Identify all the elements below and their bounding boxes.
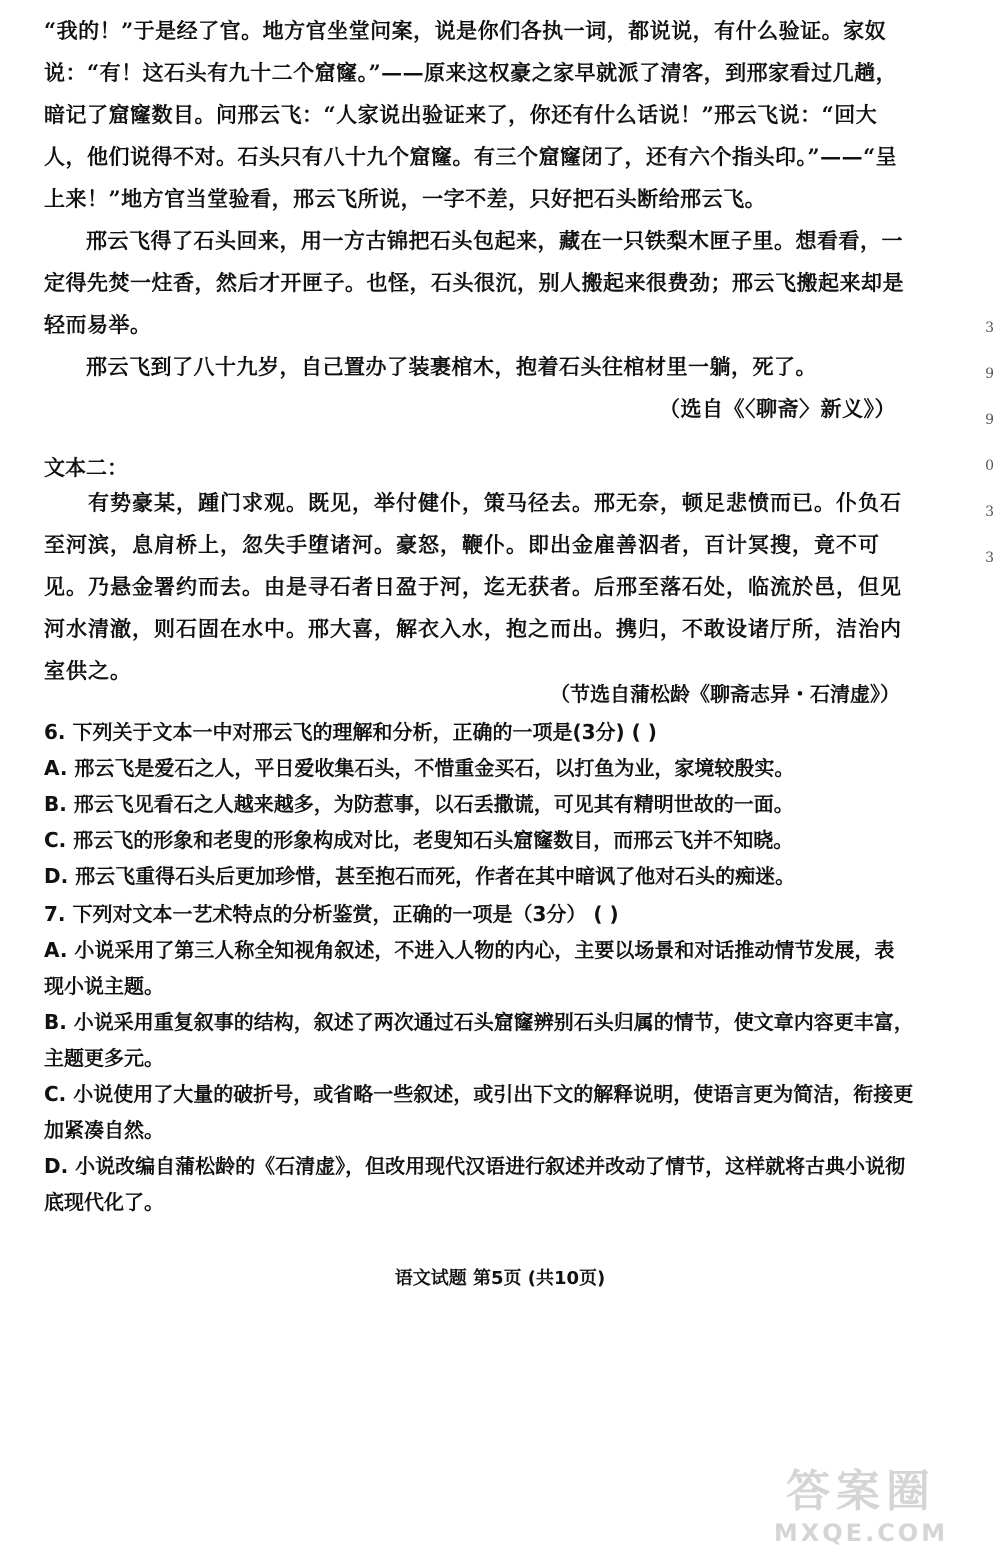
watermark-main: 答案圈: [786, 1466, 936, 1517]
watermark-logo: [736, 1466, 986, 1556]
text-two-source: （节选自蒲松龄《聊斋志异・石清虚》）: [550, 682, 900, 706]
watermark-sub: MXQE.COM: [773, 1519, 949, 1547]
text-two: [44, 482, 910, 692]
question-7-option-b: B. 小说采用重复叙事的结构，叙述了两次通过石头窟窿辨别石头归属的情节，使文章内容更丰富，主题更多元。: [44, 1010, 914, 1070]
question-7-option-d: D. 小说改编自蒲松龄的《石清虚》，但改用现代汉语进行叙述并改动了情节，这样就将古典小说彻底现代化了。: [44, 1154, 906, 1214]
question-7-option-c: C. 小说使用了大量的破折号，或省略一些叙述，或引出下文的解释说明，使语言更为简洁，衔接更加紧凑自然。: [44, 1082, 914, 1142]
question-6-stem: 6. 下列关于文本一中对邢云飞的理解和分析，正确的一项是(3分) ( ): [44, 720, 657, 744]
question-6-option-b: B. 邢云飞见看石之人越来越多，为防惹事，以石丢撒谎，可见其有精明世故的一面。: [44, 792, 794, 816]
question-6-option-c: C. 邢云飞的形象和老叟的形象构成对比，老叟知石头窟窿数目，而邢云飞并不知晓。: [44, 828, 794, 852]
edge-marks: [985, 305, 994, 581]
edge-mark: 3: [985, 504, 994, 520]
text-two-paragraph: 有势豪某，踵门求观。既见，举付健仆，策马径去。邢无奈，顿足悲愤而已。仆负石至河滨，息肩桥上，忽失手堕诸河。豪怒，鞭仆。即出金雇善泅者，百计冥搜，竟不可见。乃悬金署约而去。由是寻石者日盈于河，迄无获者。后邢至落石处，临流於邑，但见河水清澈，则石固在水中。邢大喜，解衣入水，抱之而出。携归，不敢设诸厅所，洁治内室供之。: [44, 490, 902, 683]
text-one: [44, 10, 914, 430]
edge-mark: 3: [985, 320, 994, 336]
edge-mark: 9: [985, 412, 994, 428]
question-6-option-d: D. 邢云飞重得石头后更加珍惜，甚至抱石而死，作者在其中暗讽了他对石头的痴迷。: [44, 864, 796, 888]
questions: [44, 714, 914, 1220]
page-footer: 语文试题 第5页 (共10页): [394, 1268, 606, 1289]
question-7-stem: 7. 下列对文本一艺术特点的分析鉴赏，正确的一项是（3分） ( ): [44, 902, 619, 926]
text-one-paragraph-2: 邢云飞得了石头回来，用一方古锦把石头包起来，藏在一只铁梨木匣子里。想看看，一定得先焚一炷香，然后才开匣子。也怪，石头很沉，别人搬起来很费劲；邢云飞搬起来却是轻而易举。: [44, 228, 904, 337]
question-7-option-a: A. 小说采用了第三人称全知视角叙述，不进入人物的内心，主要以场景和对话推动情节发展，表现小说主题。: [44, 938, 895, 998]
text-two-label: 文本二：: [44, 455, 128, 480]
edge-mark: 9: [985, 366, 994, 382]
question-6-option-a: A. 邢云飞是爱石之人，平日爱收集石头，不惜重金买石，以打鱼为业，家境较殷实。: [44, 756, 795, 780]
edge-mark: 0: [985, 458, 994, 474]
text-one-paragraph-1: “我的！”于是经了官。地方官坐堂问案，说是你们各执一词，都说说，有什么验证。家奴说：“有！这石头有九十二个窟窿。”——原来这权豪之家早就派了清客，到邢家看过几趟，暗记了窟窿数目。问邢云飞：“人家说出验证来了，你还有什么话说！”邢云飞说：“回大人，他们说得不对。石头只有八十九个窟窿。有三个窟窿闭了，还有六个指头印。”——“呈上来！”地方官当堂验看，邢云飞所说，一字不差，只好把石头断给邢云飞。: [44, 18, 898, 211]
text-one-source: （选自《〈聊斋〉新义》）: [659, 396, 896, 421]
text-one-paragraph-3: 邢云飞到了八十九岁，自己置办了装裹棺木，抱着石头往棺材里一躺，死了。: [86, 354, 817, 379]
edge-mark: 3: [985, 550, 994, 566]
